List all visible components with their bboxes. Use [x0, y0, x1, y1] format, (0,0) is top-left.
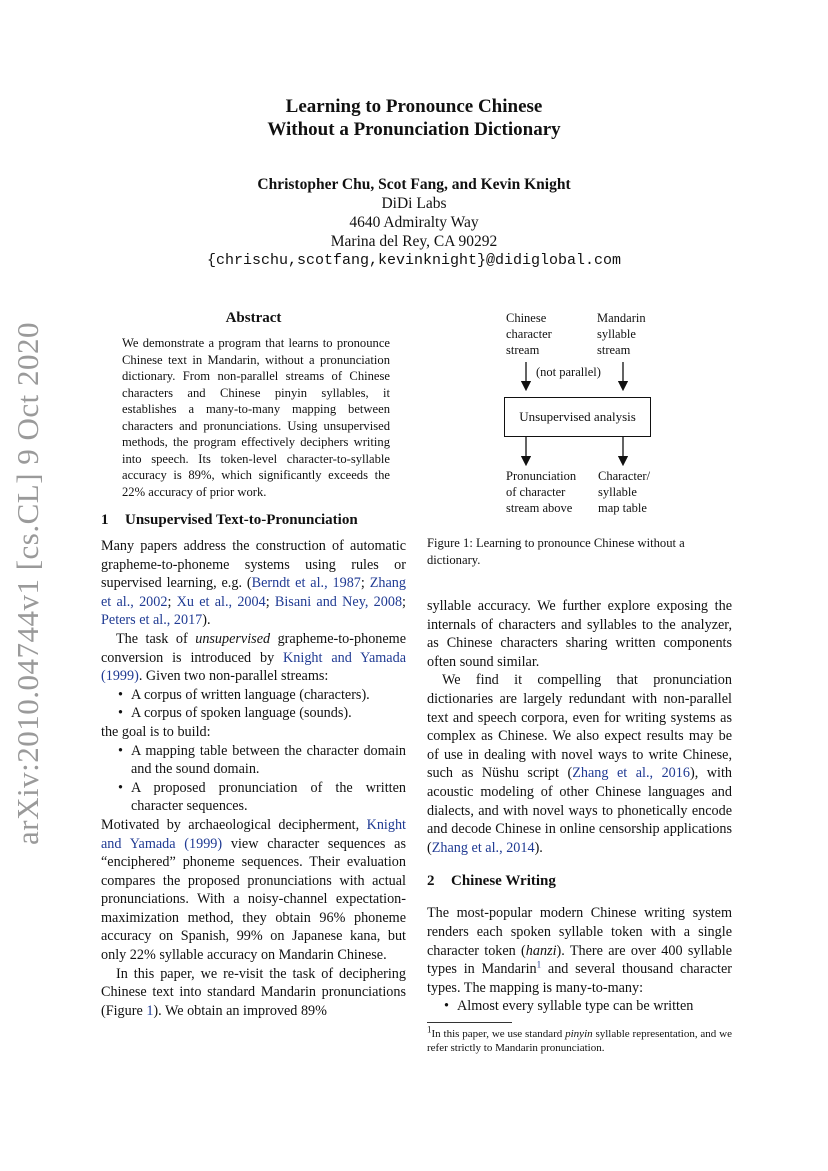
- list-item: • A corpus of spoken language (sounds).: [131, 704, 406, 723]
- citation-link[interactable]: Zhang et al., 2016: [572, 765, 690, 782]
- figure-ref-link[interactable]: 1: [146, 1002, 154, 1019]
- list-item: • Almost every syllable type can be written: [457, 997, 732, 1016]
- author-block: [0, 175, 828, 270]
- figure-not-parallel-note: (not parallel): [536, 365, 601, 379]
- citation-link[interactable]: Bisani and Ney, 2008: [274, 593, 403, 610]
- affiliation-city: Marina del Rey, CA 90292: [330, 233, 498, 250]
- footnote-divider: [427, 1022, 512, 1023]
- figure-input-right: Mandarin syllable stream: [597, 311, 646, 357]
- section-1-paragraph-1: Many papers address the construction of automatic grapheme-to-phoneme systems using rules or supervised learning, e.g. (Berndt et al., 1987; Zhang et al., 2002; Xu et al., 2004; Bisani and Ney, 2008; Peters et al., 2017).: [101, 538, 406, 629]
- footnote-ref-link[interactable]: 1: [536, 959, 542, 970]
- figure-output-right: Character/ syllable map table: [598, 469, 651, 515]
- citation-link[interactable]: Knight and Yamada (1999): [101, 816, 406, 852]
- mapping-list: [427, 997, 732, 1016]
- citation-link[interactable]: Zhang et al., 2002: [101, 575, 406, 610]
- list-item: • A proposed pronunciation of the written character sequences.: [131, 779, 406, 816]
- left-column: [101, 310, 406, 1020]
- affiliation-street: 4640 Admiralty Way: [349, 214, 479, 231]
- streams-list: [101, 686, 406, 723]
- section-1-paragraph-2: The task of unsupervised grapheme-to-phoneme conversion is introduced by Knight and Yamada (1999). Given two non-parallel streams:: [101, 630, 407, 685]
- author-emails: {chrischu,scotfang,kevinknight}@didiglobal.com: [206, 252, 622, 269]
- citation-link[interactable]: Peters et al., 2017: [101, 612, 203, 629]
- figure-input-left: Chinese character stream: [506, 311, 552, 357]
- title-block: [0, 95, 828, 270]
- author-names: Christopher Chu, Scot Fang, and Kevin Knight: [257, 176, 571, 193]
- list-item: • A mapping table between the character domain and the sound domain.: [131, 742, 406, 779]
- list-item: • A corpus of written language (characters).: [131, 686, 406, 705]
- citation-link[interactable]: Xu et al., 2004: [176, 593, 266, 610]
- section-1-paragraph-5: syllable accuracy. We further explore exposing the internals of characters and syllables to the analyzer, as Chinese characters sharing written components often sound similar.: [427, 598, 732, 670]
- abstract-text: We demonstrate a program that learns to pronounce Chinese text in Mandarin, without a pronunciation dictionary. From non-parallel streams of Chinese characters and Chinese pinyin syllables, it establishes a many-to-many mapping between characters and pronunciations. Using unsupervised methods, the program effectively deciphers writing into speech. Its token-level character-to-syllable accuracy is 89%, which significantly exceeds the 22% accuracy of prior work.: [122, 336, 390, 499]
- paper-title: Learning to Pronounce Chinese Without a Pronunciation Dictionary: [267, 96, 561, 140]
- affiliation-name: DiDi Labs: [381, 195, 447, 212]
- figure-1-caption: Figure 1: Learning to pronounce Chinese without a dictionary.: [427, 536, 685, 567]
- citation-link[interactable]: Knight and Yamada (1999): [101, 649, 406, 685]
- section-2-paragraph-1: The most-popular modern Chinese writing system renders each spoken syllable token with a single character token (hanzi). There are over 400 syllable types in Mandarin$^1$ and several thousand character types. The mapping is many-to-many:: [427, 905, 733, 996]
- goals-list: [101, 742, 406, 816]
- section-1-paragraph-3: Motivated by archaeological decipherment, Knight and Yamada (1999) view character sequences as “enciphered” phoneme sequences. Their evaluation compares the proposed pronunciations with actual pronunciations. With a noisy-channel expectation-maximization method, they obtain 96% phoneme accuracy on Spanish, 99% on Japanese kana, but only 22% syllable accuracy on Mandarin Chinese.: [101, 816, 406, 964]
- right-column: [427, 310, 732, 1055]
- goal-line: the goal is to build:: [101, 723, 211, 740]
- section-1-heading: 1 Unsupervised Text-to-Pronunciation: [101, 512, 358, 528]
- section-1-paragraph-6: We find it compelling that pronunciation dictionaries are largely redundant with non-parallel text and speech corpora, even for writing systems as complex as Chinese. We also expect results may be of use in dealing with novel ways to write Chinese, such as Nüshu script (Zhang et al., 2016), with acoustic modeling of other Chinese languages and dialects, and with novel ways to phonetically encode and decode Chinese in online censorship applications (Zhang et al., 2014).: [427, 672, 732, 856]
- footnote-1: $^1$In this paper, we use standard pinyin syllable representation, and we refer strictly to Mandarin pronunciation.: [427, 1024, 732, 1054]
- figure-analysis-box: Unsupervised analysis: [504, 397, 651, 437]
- section-1-paragraph-4: In this paper, we re-visit the task of deciphering Chinese text into standard Mandarin pronunciations (Figure 1). We obtain an improved 89%: [101, 965, 406, 1019]
- citation-link[interactable]: Zhang et al., 2014: [431, 839, 535, 856]
- figure-output-left: Pronunciation of character stream above: [506, 469, 577, 515]
- figure-1: [427, 310, 732, 535]
- citation-link[interactable]: Berndt et al., 1987: [251, 575, 361, 592]
- abstract-heading: Abstract: [225, 310, 282, 326]
- arxiv-identifier: arXiv:2010.04744v1 [cs.CL] 9 Oct 2020: [10, 321, 45, 845]
- section-2-heading: 2 Chinese Writing: [427, 873, 556, 890]
